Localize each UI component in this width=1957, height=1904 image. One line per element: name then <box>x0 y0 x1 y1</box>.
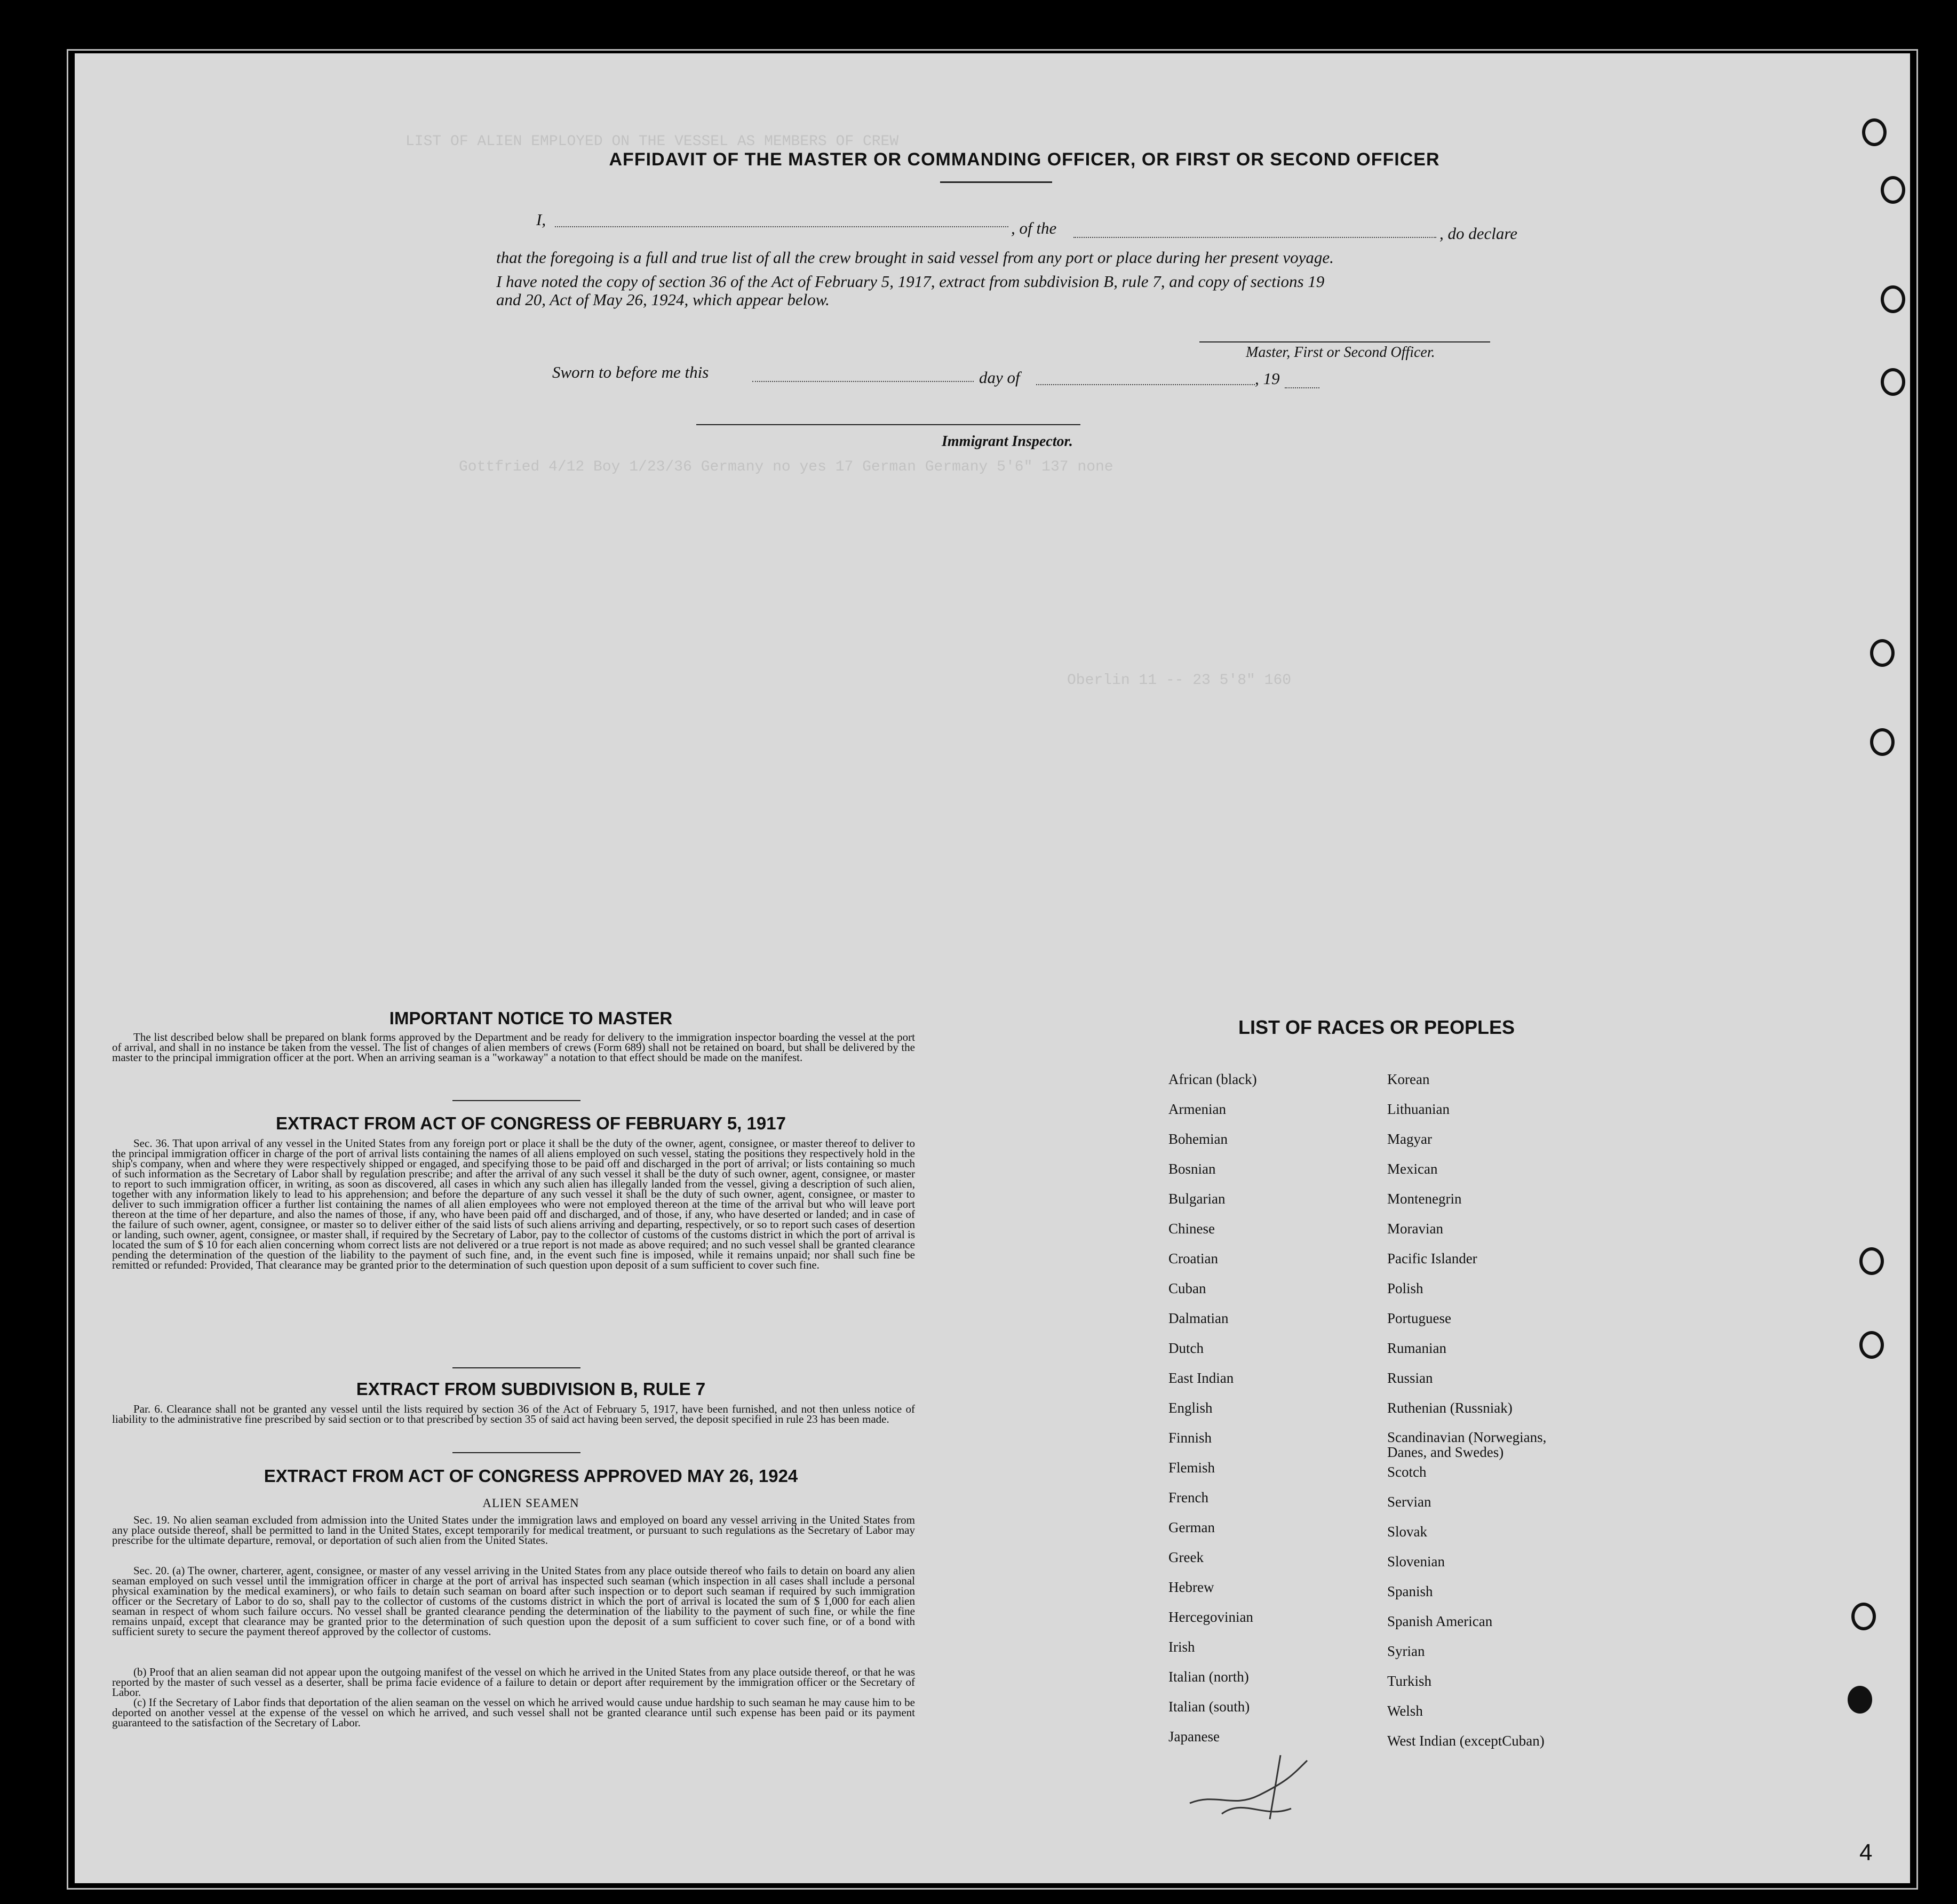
binder-hole <box>1870 639 1895 667</box>
sworn-day-blank[interactable] <box>752 381 974 382</box>
affidavit-line-4: and 20, Act of May 26, 1924, which appear below. <box>496 290 830 309</box>
race-item: Ruthenian (Russniak) <box>1387 1400 1513 1416</box>
race-item: West Indian (exceptCuban) <box>1387 1733 1545 1749</box>
race-item: Korean <box>1387 1071 1430 1087</box>
binder-hole <box>1848 1686 1872 1714</box>
race-item: Portuguese <box>1387 1310 1451 1326</box>
master-signature-line <box>1199 341 1490 342</box>
race-item: Bulgarian <box>1168 1191 1226 1207</box>
race-item: Servian <box>1387 1494 1431 1510</box>
sworn-day-of: day of <box>979 368 1020 387</box>
notice-body: The list described below shall be prepared on blank forms approved by the Department and be ready for delivery to the immigration inspector boarding the vessel at the port of arrival, and shall in no instance be taken from the vessel. The list of changes of alien members of crews (Form 689) shall not be retained on board, but shall be delivered by the master to the principal immigration officer at the port. When an arriving seaman is a "workaway" a notation to that effect should be made on the manifest. <box>112 1031 915 1064</box>
race-item: Moravian <box>1387 1221 1443 1237</box>
affidavit-line-2: that the foregoing is a full and true list of all the crew brought in said vessel from any port or place during her present voyage. <box>496 248 1334 267</box>
race-item: Dutch <box>1168 1340 1204 1356</box>
race-item: Turkish <box>1387 1673 1432 1689</box>
affidavit-title: AFFIDAVIT OF THE MASTER OR COMMANDING OFFICER, OR FIRST OR SECOND OFFICER <box>609 149 1440 170</box>
master-label: Master, First or Second Officer. <box>1246 344 1435 361</box>
races-title: LIST OF RACES OR PEOPLES <box>1238 1016 1515 1038</box>
race-item: Finnish <box>1168 1430 1212 1446</box>
race-item: Magyar <box>1387 1131 1432 1147</box>
extract-rule7-body: Par. 6. Clearance shall not be granted any vessel until the lists required by section 36 of the Act of February 5, 1917, have been furnished, and not then unless notice of liability to the administrative fine prescribed by said section or to that prescribed by section 35 of said act having been served, the deposit specified in rule 23 has been made. <box>112 1403 915 1425</box>
race-item: Russian <box>1387 1370 1433 1386</box>
name-blank[interactable] <box>555 226 1008 227</box>
race-item: Italian (north) <box>1168 1669 1249 1685</box>
inspector-signature-line <box>696 424 1080 425</box>
alien-seamen-subtitle: ALIEN SEAMEN <box>482 1496 579 1510</box>
race-item: Cuban <box>1168 1280 1206 1296</box>
vessel-blank[interactable] <box>1073 237 1436 238</box>
race-item: Spanish American <box>1387 1613 1493 1629</box>
binder-hole <box>1851 1603 1876 1630</box>
race-item: Welsh <box>1387 1703 1423 1719</box>
affidavit-do-declare: , do declare <box>1439 224 1518 243</box>
extract-rule7-title: EXTRACT FROM SUBDIVISION B, RULE 7 <box>356 1379 706 1399</box>
sec19-body: Sec. 19. No alien seaman excluded from admission into the United States under the immigration laws and employed on board any vessel arriving in the United States from any place outside thereof, shall be permitted to land in the United States, except temporarily for medical treatment, or pursuant to such regulations as the Secretary of Labor may prescribe for the ultimate departure, removal, or deportation of such alien from the United States. <box>112 1513 915 1547</box>
binder-hole <box>1862 118 1887 146</box>
race-item: Polish <box>1387 1280 1423 1296</box>
race-item: Armenian <box>1168 1101 1226 1117</box>
binder-hole <box>1859 1331 1884 1359</box>
affidavit-line-3: I have noted the copy of section 36 of the Act of February 5, 1917, extract from subdivision B, rule 7, and copy of sections 19 <box>496 272 1325 291</box>
race-item: Scotch <box>1387 1464 1427 1480</box>
race-item: Flemish <box>1168 1460 1215 1476</box>
sec20a-body: Sec. 20. (a) The owner, charterer, agent, consignee, or master of any vessel arriving in the United States from any place outside thereof who fails to detain on board any alien seaman employed on such vessel until the immigration officer in charge at the port of arrival has inspected such seaman (which inspection in all cases shall include a personal physical examination by the medical examiners), or who fails to detain such seaman on board after such inspection or to deport such seaman if required by such immigration officer or the Secretary of Labor to do so, shall pay to the collector of customs of the customs district in which the port of arrival is located the sum of $ 1,000 for each alien seaman in respect of whom such failure occurs. No vessel shall be granted clearance pending the determination of the liability to the payment of such fine, or while the fine remains unpaid, except that clearance may be granted prior to the determination of such question upon the deposit of a sum sufficient to cover such fine, or of a bond with sufficient surety to secure the payment thereof approved by the collector of customs. <box>112 1564 915 1638</box>
sworn-year-blank[interactable] <box>1285 387 1319 388</box>
race-item: Spanish <box>1387 1583 1433 1599</box>
race-item: Montenegrin <box>1387 1191 1462 1207</box>
bleed-through-text: Oberlin 11 -- 23 5'8" 160 <box>1067 672 1292 689</box>
page-number: 4 <box>1859 1839 1873 1866</box>
race-item: Slovenian <box>1387 1554 1445 1570</box>
race-item: French <box>1168 1489 1208 1505</box>
race-item: Japanese <box>1168 1728 1220 1744</box>
race-item: Italian (south) <box>1168 1699 1250 1715</box>
affidavit-i: I, <box>536 210 546 229</box>
affidavit-of-the: , of the <box>1011 219 1057 237</box>
section-divider <box>452 1452 580 1453</box>
notice-title: IMPORTANT NOTICE TO MASTER <box>389 1008 673 1028</box>
sworn-month-blank[interactable] <box>1036 384 1255 385</box>
sec20b-body: (b) Proof that an alien seaman did not appear upon the outgoing manifest of the vessel on which he arrived in the United States from any place outside thereof, or that he was reported by the master of such vessel as a deserter, shall be prima facie evidence of a failure to detain or deport after requirement by the immigration officer or the Secretary of Labor. <box>112 1666 915 1699</box>
race-item: Hercegovinian <box>1168 1609 1253 1625</box>
race-item: Scandinavian (Norwegians, Danes, and Swedes) <box>1387 1429 1547 1460</box>
race-item: Bosnian <box>1168 1161 1216 1177</box>
race-item: Chinese <box>1168 1221 1215 1237</box>
binder-hole <box>1881 368 1905 396</box>
race-item: English <box>1168 1400 1213 1416</box>
sworn-prefix: Sworn to before me this <box>552 363 709 381</box>
bleed-through-text: Gottfried 4/12 Boy 1/23/36 Germany no yes 17 German Germany 5'6" 137 none <box>459 459 1113 475</box>
binder-hole <box>1881 285 1905 313</box>
race-item: Hebrew <box>1168 1579 1214 1595</box>
race-item: African (black) <box>1168 1071 1257 1087</box>
race-item: Rumanian <box>1387 1340 1446 1356</box>
sworn-year: , 19 <box>1255 369 1280 388</box>
race-item: Dalmatian <box>1168 1310 1229 1326</box>
extract-1917-title: EXTRACT FROM ACT OF CONGRESS OF FEBRUARY 5, 1917 <box>276 1113 786 1133</box>
race-item: Syrian <box>1387 1643 1425 1659</box>
bleed-through-text: LIST OF ALIEN EMPLOYED ON THE VESSEL AS MEMBERS OF CREW <box>405 133 899 150</box>
title-underline <box>940 181 1052 183</box>
race-item: Irish <box>1168 1639 1195 1655</box>
extract-1917-body: Sec. 36. That upon arrival of any vessel in the United States from any foreign port or place it shall be the duty of the owner, agent, consignee, or master thereof to deliver to the principal immigration officer in charge of the port of arrival lists containing the names of all aliens employed on such vessel, stating the positions they respectively hold in the ship's company, when and where they were respectively shipped or engaged, and specifying those to be paid off and discharged in the port of arrival; or lists containing so much of such information as the Secretary of Labor shall by regulation prescribe; and after the arrival of any such vessel it shall be the duty of such owner, agent, consignee, or master to report to such immigration officer, in writing, as soon as discovered, all cases in which any such alien has illegally landed from the vessel, giving a description of such alien, together with any information likely to lead to his apprehension; and before the departure of any such vessel it shall be the duty of such owner, agent, consignee, or master to deliver to such immigration officer a further list containing the names of all alien employees who were not employed thereon at the time of the arrival but who will leave port thereon at the time of her departure, and also the names of those, if any, who have been paid off and discharged, and of those, if any, who have deserted or landed; and in case of the failure of such owner, agent, consignee, or master so to deliver either of the said lists of such aliens arriving and departing, respectively, or so to report such cases of desertion or landing, such owner, agent, consignee, or master shall, if required by the Secretary of Labor, pay to the collector of customs of the customs district in which the port of arrival is located the sum of $ 10 for each alien concerning whom correct lists are not delivered or a true report is not made as above required; and no such vessel shall be granted clearance pending the determination of the question of the liability to the payment of such fine, and, in the event such fine is imposed, while it remains unpaid; nor shall such fine be remitted or refunded: Provided, That clearance may be granted prior to the determination of such question upon deposit of a sum sufficient to cover such fine. <box>112 1137 915 1271</box>
race-item: German <box>1168 1519 1215 1535</box>
race-item: Slovak <box>1387 1524 1428 1540</box>
inspector-label: Immigrant Inspector. <box>942 433 1073 450</box>
section-divider <box>452 1367 580 1368</box>
race-item: Pacific Islander <box>1387 1250 1477 1266</box>
binder-hole <box>1881 176 1905 204</box>
race-item: Greek <box>1168 1549 1204 1565</box>
races-left-column <box>1168 1071 1393 1758</box>
binder-hole <box>1859 1247 1884 1275</box>
binder-hole <box>1870 728 1895 756</box>
race-item: East Indian <box>1168 1370 1234 1386</box>
races-right-column <box>1387 1071 1611 1763</box>
race-item: Lithuanian <box>1387 1101 1450 1117</box>
race-item: Mexican <box>1387 1161 1438 1177</box>
race-item: Bohemian <box>1168 1131 1228 1147</box>
race-item: Croatian <box>1168 1250 1218 1266</box>
extract-1924-title: EXTRACT FROM ACT OF CONGRESS APPROVED MAY 26, 1924 <box>264 1466 798 1486</box>
handwritten-scribble <box>1184 1744 1323 1825</box>
section-divider <box>452 1100 580 1101</box>
sec20c-body: (c) If the Secretary of Labor finds that deportation of the alien seaman on the vessel on which he arrived would cause undue hardship to such seaman he may cause him to be deported on another vessel at the expense of the vessel on which he arrived, and such vessel shall not be granted clearance until such expense has been paid or its payment guaranteed to the satisfaction of the Secretary of Labor. <box>112 1696 915 1729</box>
